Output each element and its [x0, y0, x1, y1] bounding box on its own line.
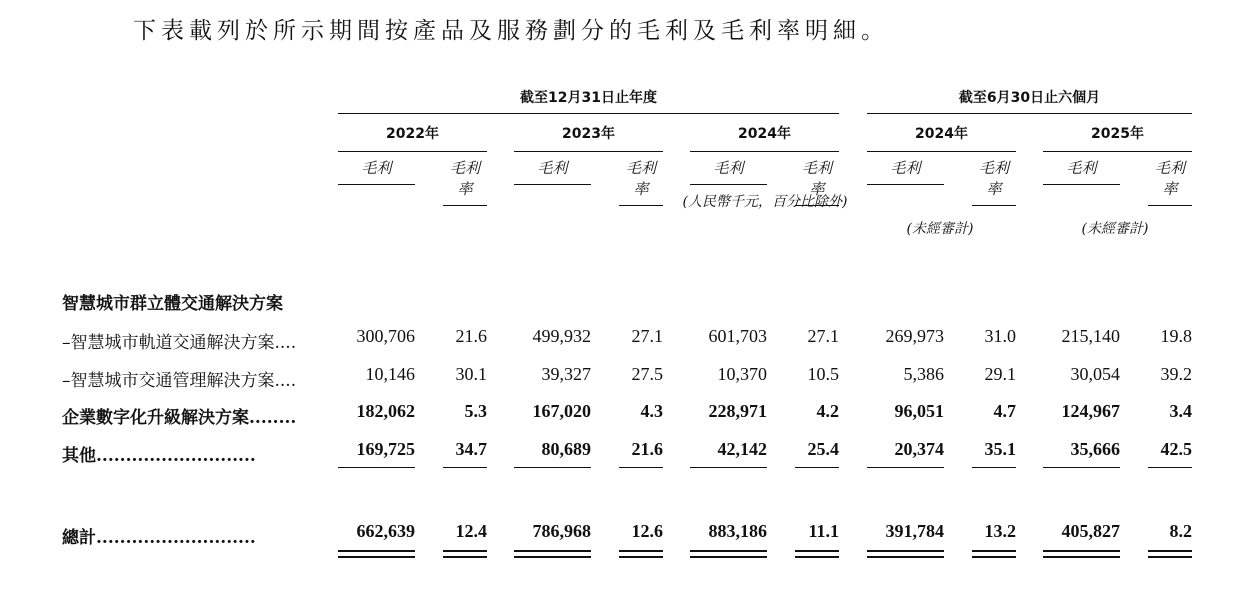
table-cell: 42,142 [717, 439, 767, 459]
table-cell: 662,639 [356, 521, 415, 541]
sub-header-gross-profit: 毛利 [867, 157, 944, 185]
sub-header-gross-profit: 毛利 [1043, 157, 1120, 185]
sub-header-gross-profit: 毛利 [338, 157, 415, 185]
table-cell: 601,703 [708, 326, 767, 346]
sub-header-margin: 毛利率 [619, 157, 663, 206]
table-cell: 786,968 [532, 521, 591, 541]
table-cell: 11.1 [808, 521, 839, 541]
row-label-traffic-management: –智慧城市交通管理解決方案.... [62, 371, 297, 391]
subtotal-rule [1043, 467, 1120, 468]
row-label-rail-transit: –智慧城市軌道交通解決方案.... [62, 333, 297, 353]
table-cell: 4.2 [816, 401, 839, 421]
table-cell: 21.6 [455, 326, 487, 346]
table-cell: 96,051 [894, 401, 944, 421]
year-header-2023: 2023年 [514, 123, 663, 152]
intro-text: 下表載列於所示期間按產品及服務劃分的毛利及毛利率明細。 [133, 18, 889, 44]
table-cell: 21.6 [631, 439, 663, 459]
table-cell: 391,784 [885, 521, 944, 541]
table-cell: 5.3 [464, 401, 487, 421]
table-cell: 215,140 [1061, 326, 1120, 346]
total-double-rule [867, 550, 944, 558]
table-cell: 169,725 [356, 439, 415, 459]
total-double-rule [443, 550, 487, 558]
unaudited-note: (未經審計) [906, 221, 974, 237]
year-header-2025-half: 2025年 [1043, 123, 1192, 152]
table-cell: 228,971 [708, 401, 767, 421]
table-cell: 27.1 [807, 326, 839, 346]
subtotal-rule [1148, 467, 1192, 468]
table-cell: 19.8 [1160, 326, 1192, 346]
table-cell: 10,370 [717, 364, 767, 384]
table-cell: 39,327 [541, 364, 591, 384]
group-header-half: 截至6月30日止六個月 [867, 87, 1192, 114]
row-label-others: 其他........................... [62, 446, 256, 466]
unaudited-note: (未經審計) [1081, 221, 1149, 237]
table-cell: 269,973 [885, 326, 944, 346]
table-cell: 405,827 [1061, 521, 1120, 541]
table-cell: 34.7 [455, 439, 487, 459]
table-cell: 499,932 [532, 326, 591, 346]
table-cell: 4.7 [993, 401, 1016, 421]
total-double-rule [1148, 550, 1192, 558]
table-cell: 10.5 [807, 364, 839, 384]
table-cell: 80,689 [541, 439, 591, 459]
row-label-total: 總計........................... [62, 528, 256, 548]
table-cell: 27.5 [631, 364, 663, 384]
total-double-rule [619, 550, 663, 558]
sub-header-margin: 毛利率 [443, 157, 487, 206]
table-cell: 30,054 [1070, 364, 1120, 384]
row-label-enterprise-digital: 企業數字化升級解決方案........ [62, 408, 297, 428]
total-double-rule [690, 550, 767, 558]
table-cell: 20,374 [894, 439, 944, 459]
table-cell: 883,186 [708, 521, 767, 541]
table-cell: 30.1 [455, 364, 487, 384]
sub-header-margin: 毛利率 [972, 157, 1016, 206]
table-cell: 12.6 [631, 521, 663, 541]
table-cell: 4.3 [640, 401, 663, 421]
total-double-rule [514, 550, 591, 558]
table-cell: 124,967 [1061, 401, 1120, 421]
year-header-2024-half: 2024年 [867, 123, 1016, 152]
subtotal-rule [690, 467, 767, 468]
total-double-rule [795, 550, 839, 558]
table-cell: 35.1 [984, 439, 1016, 459]
group-header-year: 截至12月31日止年度 [338, 87, 839, 114]
subtotal-rule [619, 467, 663, 468]
sub-header-gross-profit: 毛利 [514, 157, 591, 185]
subtotal-rule [867, 467, 944, 468]
unit-note: (人民幣千元，百分比除外) [682, 194, 848, 210]
table-cell: 182,062 [356, 401, 415, 421]
table-cell: 167,020 [532, 401, 591, 421]
subtotal-rule [338, 467, 415, 468]
year-header-2022: 2022年 [338, 123, 487, 152]
sub-header-gross-profit: 毛利 [690, 157, 767, 185]
table-cell: 3.4 [1169, 401, 1192, 421]
sub-header-margin: 毛利率 [1148, 157, 1192, 206]
total-double-rule [1043, 550, 1120, 558]
sub-header-margin: 毛利率 [795, 157, 839, 206]
table-cell: 5,386 [903, 364, 944, 384]
subtotal-rule [443, 467, 487, 468]
subtotal-rule [972, 467, 1016, 468]
table-cell: 29.1 [984, 364, 1016, 384]
subtotal-rule [795, 467, 839, 468]
total-double-rule [338, 550, 415, 558]
total-double-rule [972, 550, 1016, 558]
subtotal-rule [514, 467, 591, 468]
table-cell: 39.2 [1160, 364, 1192, 384]
table-cell: 35,666 [1070, 439, 1120, 459]
year-header-2024: 2024年 [690, 123, 839, 152]
table-cell: 27.1 [631, 326, 663, 346]
table-cell: 31.0 [984, 326, 1016, 346]
table-cell: 8.2 [1169, 521, 1192, 541]
table-cell: 42.5 [1160, 439, 1192, 459]
row-label-smart-city-transport: 智慧城市群立體交通解決方案 [62, 294, 283, 314]
table-cell: 12.4 [455, 521, 487, 541]
table-cell: 25.4 [807, 439, 839, 459]
table-cell: 10,146 [365, 364, 415, 384]
table-cell: 13.2 [984, 521, 1016, 541]
table-cell: 300,706 [356, 326, 415, 346]
